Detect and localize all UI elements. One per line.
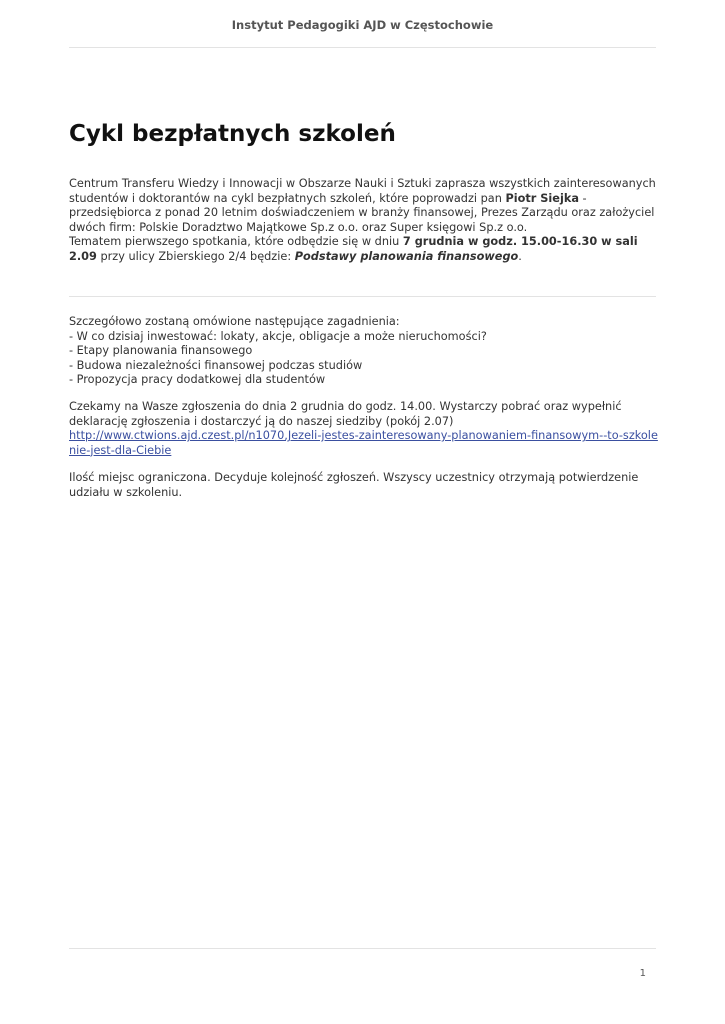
intro-text-5: . bbox=[518, 249, 522, 263]
intro-text-2: - przedsiębiorca z ponad 20 letnim doświadczeniem w branży finansowej, Prezes Zarządu oraz założyciel dwóch firm: Polskie Doradztwo Majątkowe Sp.z o.o. oraz Super księgowi Sp.z o.o. bbox=[69, 191, 655, 234]
intro-text-4: przy ulicy Zbierskiego 2/4 będzie: bbox=[96, 249, 295, 263]
speaker-name: Piotr Siejka bbox=[505, 191, 579, 205]
event-topic: Podstawy planowania finansowego bbox=[294, 249, 519, 263]
signup-paragraph bbox=[69, 400, 659, 458]
page-number: 1 bbox=[639, 968, 646, 979]
list-item: - Propozycja pracy dodatkowej dla studentów bbox=[69, 373, 326, 387]
event-datetime: 7 grudnia w godz. 15.00-16.30 w sali 2.09 bbox=[69, 235, 638, 263]
footer-divider bbox=[69, 948, 656, 949]
intro-paragraph bbox=[69, 177, 659, 265]
registration-link[interactable]: http://www.ctwions.ajd.czest.pl/n1070,Jezeli-jestes-zainteresowany-planowaniem-finansowym--to-szkolenie-jest-dla-Ciebie bbox=[69, 429, 658, 457]
topics-list bbox=[69, 315, 659, 388]
section-divider bbox=[69, 296, 656, 297]
intro-text-3: Tematem pierwszego spotkania, które odbędzie się w dniu bbox=[69, 235, 403, 249]
limit-paragraph bbox=[69, 471, 659, 500]
topics-heading: Szczegółowo zostaną omówione następujące zagadnienia: bbox=[69, 315, 400, 328]
document-title: Cykl bezpłatnych szkoleń bbox=[69, 121, 396, 147]
list-item: - Etapy planowania finansowego bbox=[69, 344, 253, 358]
intro-text-1: Centrum Transferu Wiedzy i Innowacji w Obszarze Nauki i Sztuki zaprasza wszystkich zainteresowanych studentów i doktorantów na cykl bezpłatnych szkoleń, które poprowadzi pan bbox=[69, 177, 656, 205]
header-divider bbox=[69, 47, 656, 48]
list-item: - Budowa niezależności finansowej podczas studiów bbox=[69, 358, 363, 372]
list-item: - W co dzisiaj inwestować: lokaty, akcje, obligacje a może nieruchomości? bbox=[69, 329, 487, 343]
limit-text: Ilość miejsc ograniczona. Decyduje kolejność zgłoszeń. Wszyscy uczestnicy otrzymają potwierdzenie udziału w szkoleniu. bbox=[69, 471, 639, 499]
page-header-title: Instytut Pedagogiki AJD w Częstochowie bbox=[231, 18, 494, 32]
signup-text: Czekamy na Wasze zgłoszenia do dnia 2 grudnia do godz. 14.00. Wystarczy pobrać oraz wypełnić deklarację zgłoszenia i dostarczyć ją do naszej siedziby (pokój 2.07) bbox=[69, 400, 622, 428]
